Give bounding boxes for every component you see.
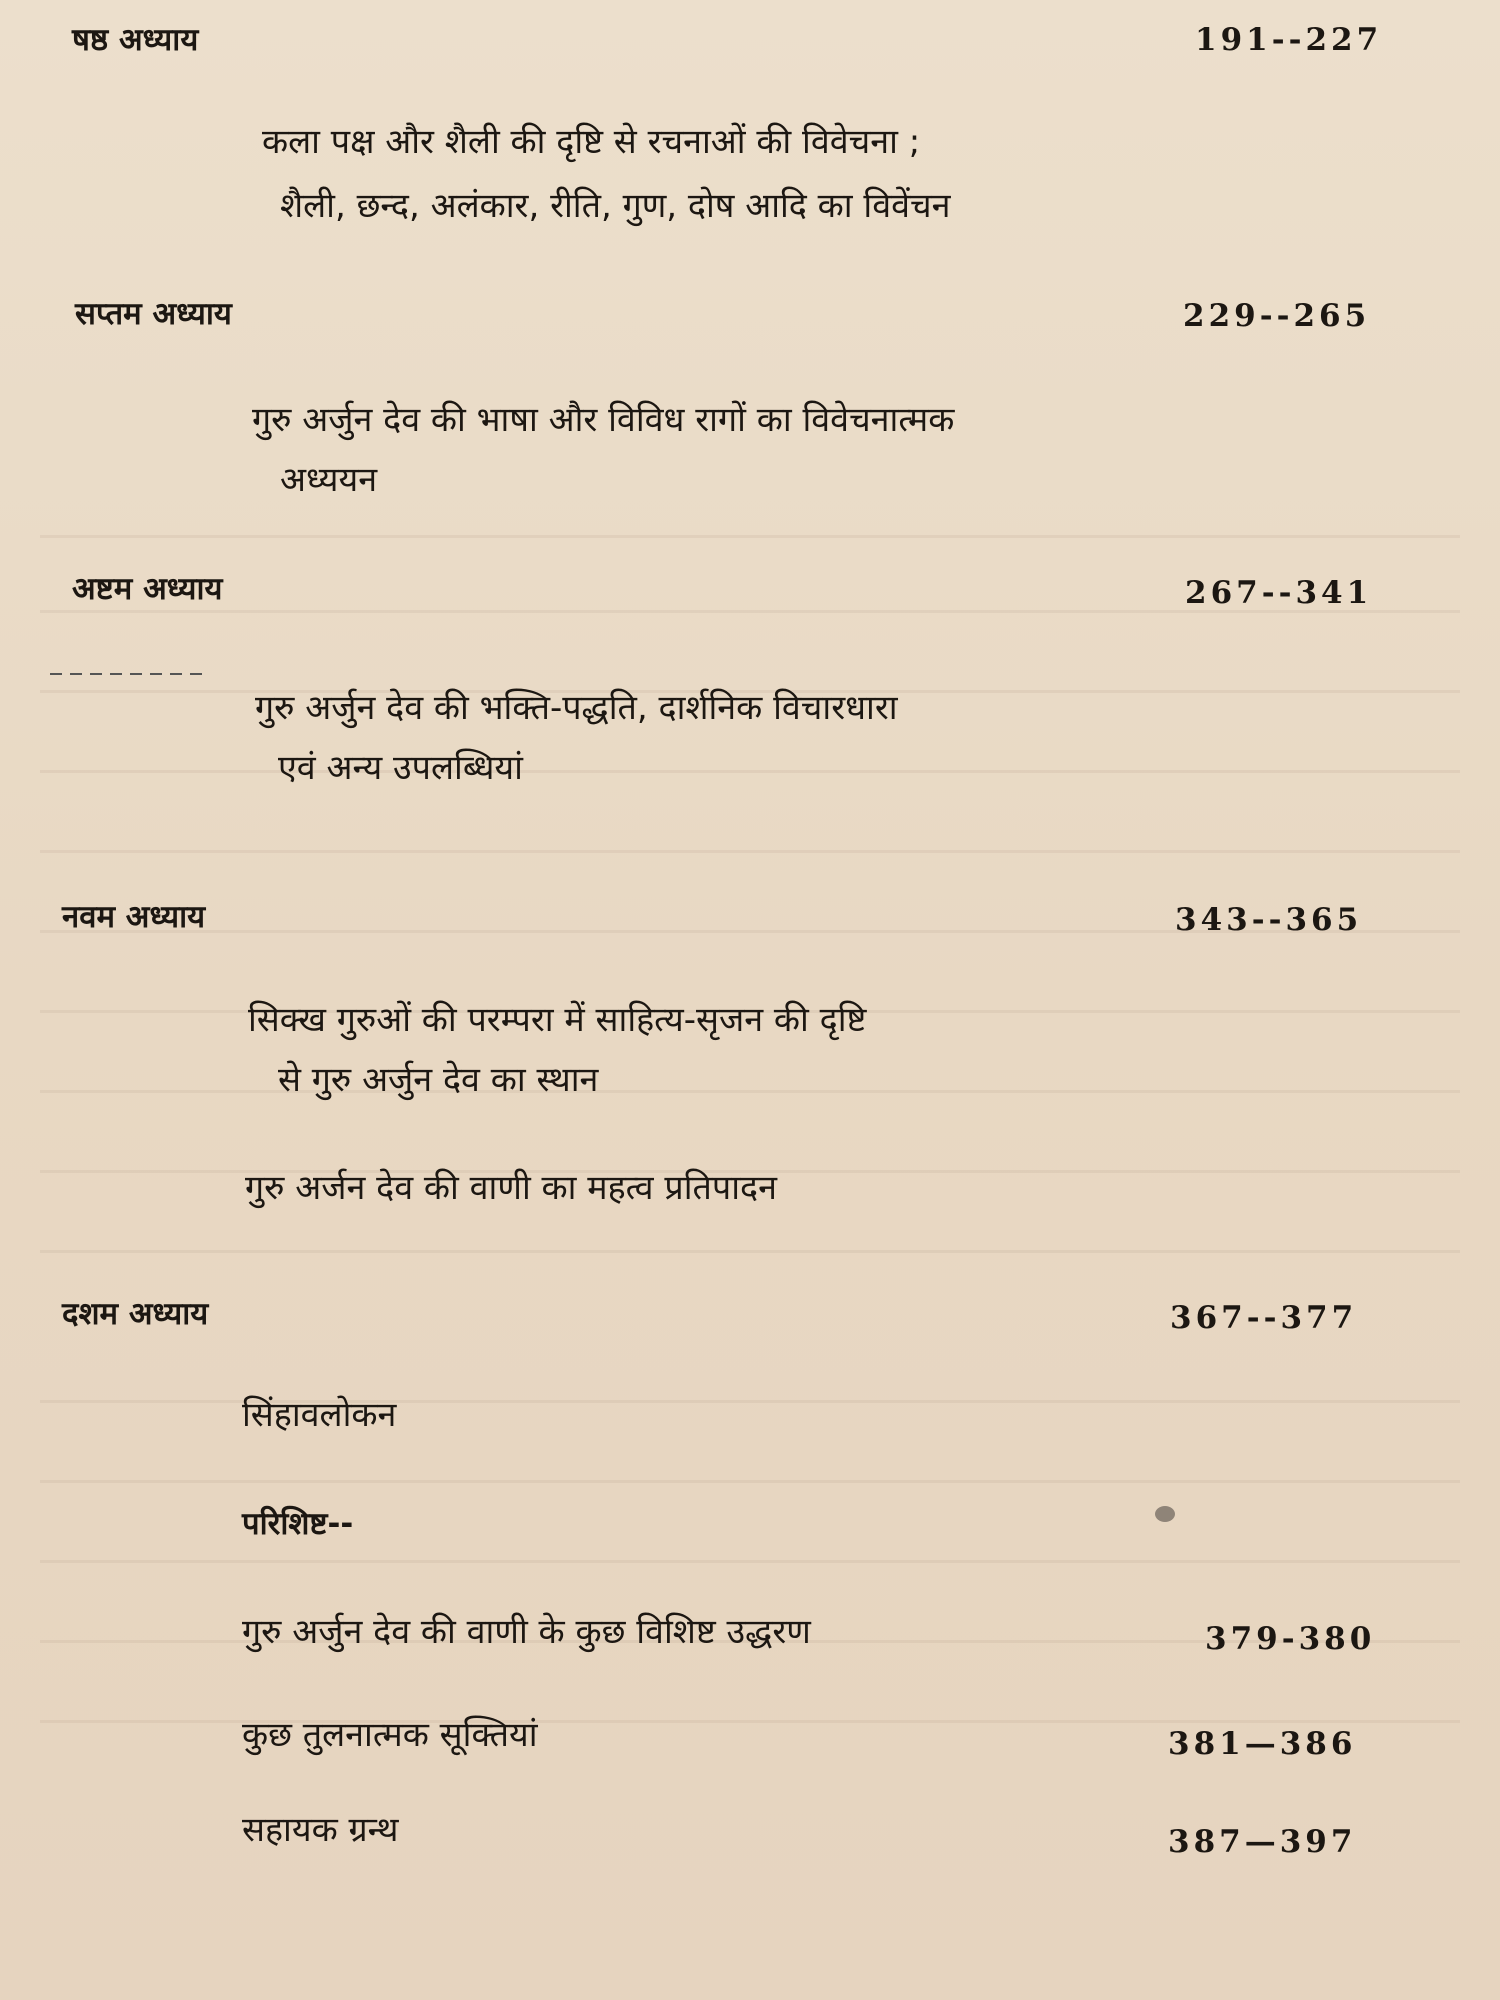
- chapter-7-pages: 229--265: [1183, 298, 1371, 334]
- appendix-item-1-pages: 379-380: [1205, 1621, 1376, 1657]
- show-through-line: [40, 1250, 1460, 1253]
- chapter-9-desc-line-3: गुरु अर्जन देव की वाणी का महत्व प्रतिपादन: [245, 1168, 777, 1208]
- chapter-6-desc-line-2: शैली, छन्द, अलंकार, रीति, गुण, दोष आदि का विवेंचन: [280, 186, 951, 226]
- appendix-heading: परिशिष्ट--: [242, 1506, 354, 1542]
- show-through-line: [40, 1090, 1460, 1093]
- chapter-9-heading: नवम अध्याय: [62, 899, 206, 935]
- chapter-7-heading: सप्तम अध्याय: [75, 296, 232, 332]
- chapter-9-pages: 343--365: [1175, 902, 1363, 938]
- show-through-line: [40, 850, 1460, 853]
- chapter-10-pages: 367--377: [1170, 1300, 1358, 1336]
- dashed-mark: [50, 673, 205, 675]
- chapter-8-heading: अष्टम अध्याय: [72, 571, 223, 607]
- appendix-item-1-label: गुरु अर्जुन देव की वाणी के कुछ विशिष्ट उद्धरण: [242, 1612, 811, 1652]
- show-through-line: [40, 535, 1460, 538]
- chapter-7-desc-line-2: अध्ययन: [280, 460, 378, 500]
- chapter-6-pages: 191--227: [1195, 22, 1383, 58]
- show-through-line: [40, 1560, 1460, 1563]
- chapter-7-desc-line-1: गुरु अर्जुन देव की भाषा और विविध रागों का विवेचनात्मक: [252, 400, 955, 440]
- show-through-line: [40, 770, 1460, 773]
- chapter-6-desc-line-1: कला पक्ष और शैली की दृष्टि से रचनाओं की विवेचना ;: [262, 122, 921, 162]
- chapter-8-desc-line-2: एवं अन्य उपलब्धियां: [278, 748, 523, 788]
- appendix-item-3-pages: 387—397: [1168, 1824, 1357, 1860]
- chapter-10-desc-line-1: सिंहावलोकन: [242, 1395, 397, 1435]
- chapter-6-heading: षष्ठ अध्याय: [72, 22, 199, 58]
- appendix-item-2-label: कुछ तुलनात्मक सूक्तियां: [242, 1715, 538, 1755]
- chapter-9-desc-line-2: से गुरु अर्जुन देव का स्थान: [278, 1060, 599, 1100]
- chapter-9-desc-line-1: सिक्ख गुरुओं की परम्परा में साहित्य-सृजन की दृष्टि: [248, 1000, 867, 1040]
- chapter-8-pages: 267--341: [1185, 575, 1373, 611]
- appendix-item-3-label: सहायक ग्रन्थ: [242, 1810, 399, 1850]
- chapter-10-heading: दशम अध्याय: [62, 1296, 209, 1332]
- appendix-item-2-pages: 381—386: [1168, 1726, 1357, 1762]
- chapter-8-desc-line-1: गुरु अर्जुन देव की भक्ति-पद्धति, दार्शनिक विचारधारा: [255, 688, 898, 728]
- ink-spot: [1155, 1506, 1175, 1522]
- show-through-line: [40, 1480, 1460, 1483]
